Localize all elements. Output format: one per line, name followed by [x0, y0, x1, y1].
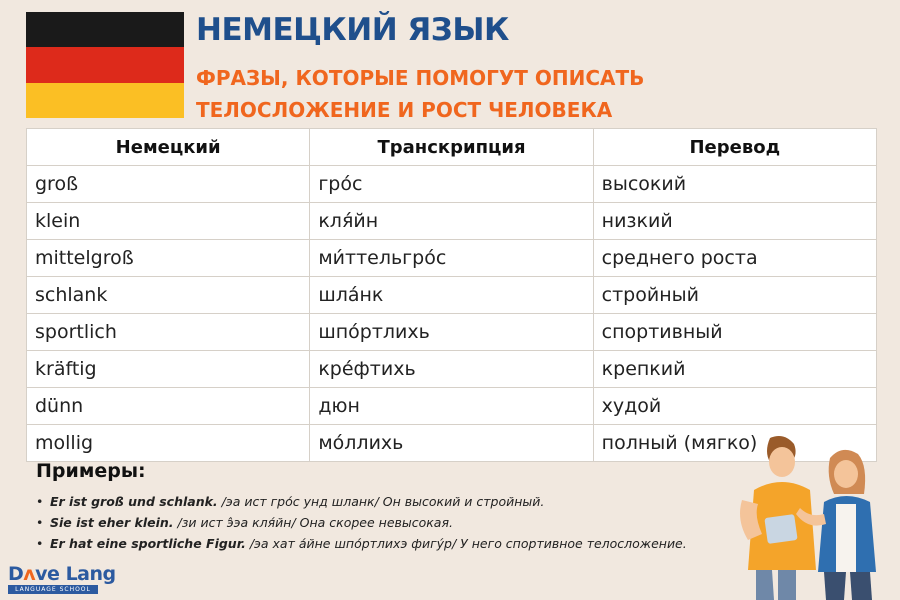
example-translation: /эа ист гро́с унд шланк/ Он высокий и стройный.	[217, 494, 545, 509]
page-subtitle	[196, 62, 644, 126]
logo-tagline: LANGUAGE SCHOOL	[8, 585, 98, 594]
transcription: гро́с	[310, 166, 593, 202]
example-translation: /зи ист э̂эа кля́йн/ Она скорее невысокая.	[173, 515, 453, 530]
subtitle-line-2: ТЕЛОСЛОЖЕНИЕ И РОСТ ЧЕЛОВЕКА	[196, 98, 613, 122]
transcription: мо́ллихь	[310, 425, 593, 461]
example-item	[36, 512, 687, 533]
column-header-german: Немецкий	[27, 129, 310, 165]
translation: спортивный	[601, 321, 723, 343]
table-row	[27, 240, 876, 277]
example-german: Er hat eine sportliche Figur.	[50, 536, 246, 551]
translation: стройный	[601, 284, 699, 306]
bullet-icon: •	[36, 515, 44, 530]
transcription: ми́ттельгро́с	[310, 240, 593, 276]
logo-accent-icon: ʌ	[23, 563, 36, 585]
vocabulary-table	[26, 128, 877, 462]
transcription: кре́фтихь	[310, 351, 593, 387]
flag-stripe-gold	[26, 83, 184, 118]
translation: худой	[601, 395, 662, 417]
logo-wordmark: Dʌve Lang	[8, 563, 116, 585]
table-row	[27, 203, 876, 240]
example-item	[36, 533, 687, 554]
school-logo	[8, 564, 116, 594]
german-word: klein	[27, 203, 310, 239]
german-word: sportlich	[27, 314, 310, 350]
people-illustration	[712, 430, 900, 600]
bullet-icon: •	[36, 494, 44, 509]
example-german: Er ist groß und schlank.	[50, 494, 218, 509]
translation: высокий	[601, 173, 687, 195]
transcription: шла́нк	[310, 277, 593, 313]
column-header-transcription: Транскрипция	[310, 129, 593, 165]
example-item	[36, 491, 687, 512]
flag-stripe-red	[26, 47, 184, 82]
subtitle-line-1: ФРАЗЫ, КОТОРЫЕ ПОМОГУТ ОПИСАТЬ	[196, 66, 645, 90]
table-header-row	[27, 129, 876, 166]
german-word: mollig	[27, 425, 310, 461]
german-word: kräftig	[27, 351, 310, 387]
table-row	[27, 388, 876, 425]
bullet-icon: •	[36, 536, 44, 551]
translation: полный (мягко)	[601, 432, 758, 454]
table-row	[27, 277, 876, 314]
translation: низкий	[601, 210, 673, 232]
table-row	[27, 166, 876, 203]
table-row	[27, 314, 876, 351]
example-german: Sie ist eher klein.	[50, 515, 174, 530]
german-word: schlank	[27, 277, 310, 313]
transcription: дюн	[310, 388, 593, 424]
translation: крепкий	[601, 358, 686, 380]
german-word: groß	[27, 166, 310, 202]
translation: среднего роста	[601, 247, 758, 269]
table-row	[27, 351, 876, 388]
example-translation: /эа хат а́йне шпо́ртлихэ фигу́р/ У него спортивное телосложение.	[245, 536, 687, 551]
flag-stripe-black	[26, 12, 184, 47]
examples-list	[36, 491, 687, 554]
column-header-translation: Перевод	[689, 136, 781, 158]
german-word: dünn	[27, 388, 310, 424]
german-word: mittelgroß	[27, 240, 310, 276]
page-title: НЕМЕЦКИЙ ЯЗЫК	[196, 12, 509, 48]
german-flag	[26, 12, 184, 118]
transcription: кля́йн	[310, 203, 593, 239]
examples-heading: Примеры:	[36, 460, 146, 482]
transcription: шпо́ртлихь	[310, 314, 593, 350]
